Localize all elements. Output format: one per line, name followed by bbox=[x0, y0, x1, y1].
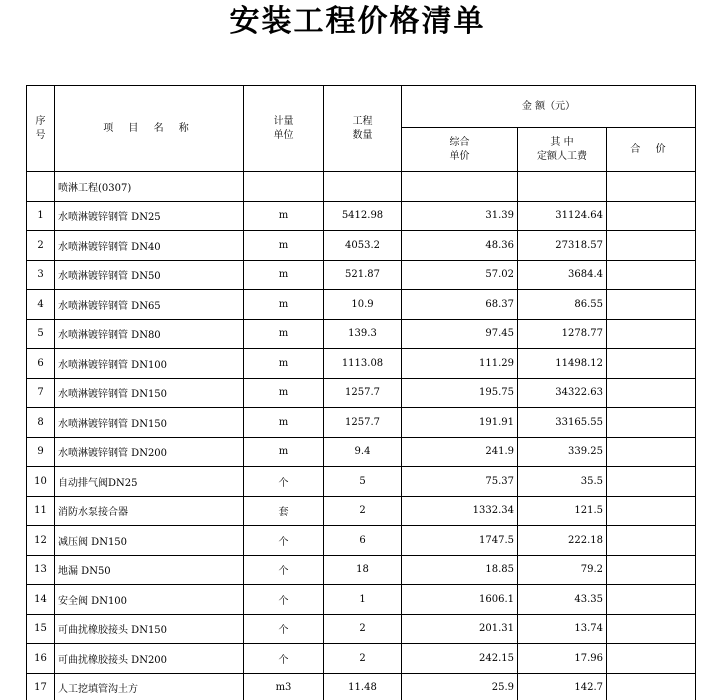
header-labor-label: 定额人工费 bbox=[537, 150, 587, 162]
row-unit: m bbox=[244, 349, 324, 379]
row-qty: 139.3 bbox=[324, 319, 402, 349]
row-labor: 1278.77 bbox=[518, 319, 607, 349]
row-total bbox=[607, 526, 696, 556]
row-total bbox=[607, 408, 696, 438]
row-seq: 3 bbox=[27, 260, 55, 290]
row-name: 水喷淋镀锌钢管 DN65 bbox=[55, 290, 244, 320]
row-total bbox=[607, 614, 696, 644]
header-total: 合 价 bbox=[607, 128, 696, 172]
header-of-which bbox=[518, 128, 607, 172]
row-unit: m bbox=[244, 290, 324, 320]
row-qty: 5412.98 bbox=[324, 201, 402, 231]
row-name: 水喷淋镀锌钢管 DN150 bbox=[55, 378, 244, 408]
page-title: 安装工程价格清单 bbox=[229, 4, 486, 39]
row-seq: 1 bbox=[27, 201, 55, 231]
row-labor: 13.74 bbox=[518, 614, 607, 644]
row-unit-price: 191.91 bbox=[402, 408, 518, 438]
section-name: 喷淋工程(0307) bbox=[55, 172, 244, 202]
row-labor: 86.55 bbox=[518, 290, 607, 320]
section-qty bbox=[324, 172, 402, 202]
row-name: 水喷淋镀锌钢管 DN100 bbox=[55, 349, 244, 379]
row-name: 消防水泵接合器 bbox=[55, 496, 244, 526]
row-qty: 1257.7 bbox=[324, 378, 402, 408]
row-labor: 142.7 bbox=[518, 673, 607, 700]
row-name: 自动排气阀DN25 bbox=[55, 467, 244, 497]
row-total bbox=[607, 644, 696, 674]
row-unit: 个 bbox=[244, 526, 324, 556]
row-total bbox=[607, 349, 696, 379]
row-labor: 222.18 bbox=[518, 526, 607, 556]
row-seq: 17 bbox=[27, 673, 55, 700]
row-unit-price: 195.75 bbox=[402, 378, 518, 408]
row-seq: 5 bbox=[27, 319, 55, 349]
price-table bbox=[26, 85, 696, 700]
row-labor: 79.2 bbox=[518, 555, 607, 585]
header-of-which-label: 其 中 bbox=[550, 136, 574, 148]
row-unit: m bbox=[244, 408, 324, 438]
header-name: 项 目 名 称 bbox=[55, 86, 244, 172]
row-name: 地漏 DN50 bbox=[55, 555, 244, 585]
header-unit-price: 综合单价 bbox=[402, 128, 518, 172]
table-row bbox=[27, 496, 696, 526]
table-row bbox=[27, 378, 696, 408]
row-labor: 11498.12 bbox=[518, 349, 607, 379]
row-total bbox=[607, 437, 696, 467]
row-name: 安全阀 DN100 bbox=[55, 585, 244, 615]
row-seq: 4 bbox=[27, 290, 55, 320]
row-unit-price: 1606.1 bbox=[402, 585, 518, 615]
row-labor: 33165.55 bbox=[518, 408, 607, 438]
row-unit-price: 25.9 bbox=[402, 673, 518, 700]
row-unit-price: 241.9 bbox=[402, 437, 518, 467]
row-name: 水喷淋镀锌钢管 DN80 bbox=[55, 319, 244, 349]
row-unit: m bbox=[244, 378, 324, 408]
row-total bbox=[607, 260, 696, 290]
table-row bbox=[27, 467, 696, 497]
row-name: 水喷淋镀锌钢管 DN40 bbox=[55, 231, 244, 261]
row-seq: 16 bbox=[27, 644, 55, 674]
row-name: 减压阀 DN150 bbox=[55, 526, 244, 556]
row-unit: 个 bbox=[244, 467, 324, 497]
row-seq: 14 bbox=[27, 585, 55, 615]
row-labor: 3684.4 bbox=[518, 260, 607, 290]
table-row bbox=[27, 644, 696, 674]
row-total bbox=[607, 231, 696, 261]
row-name: 水喷淋镀锌钢管 DN200 bbox=[55, 437, 244, 467]
row-name: 水喷淋镀锌钢管 DN25 bbox=[55, 201, 244, 231]
row-labor: 34322.63 bbox=[518, 378, 607, 408]
row-name: 可曲扰橡胶接头 DN200 bbox=[55, 644, 244, 674]
table-header-row-1 bbox=[27, 86, 696, 128]
header-amount: 金 额（元） bbox=[402, 86, 696, 128]
row-unit: 个 bbox=[244, 644, 324, 674]
row-seq: 12 bbox=[27, 526, 55, 556]
table-row bbox=[27, 585, 696, 615]
row-name: 人工挖填管沟土方 bbox=[55, 673, 244, 700]
row-qty: 2 bbox=[324, 614, 402, 644]
row-total bbox=[607, 555, 696, 585]
row-unit: m bbox=[244, 437, 324, 467]
row-unit: 个 bbox=[244, 555, 324, 585]
row-seq: 7 bbox=[27, 378, 55, 408]
row-labor: 121.5 bbox=[518, 496, 607, 526]
table-row bbox=[27, 319, 696, 349]
row-qty: 10.9 bbox=[324, 290, 402, 320]
row-unit: m bbox=[244, 231, 324, 261]
row-name: 水喷淋镀锌钢管 DN50 bbox=[55, 260, 244, 290]
table-row bbox=[27, 437, 696, 467]
row-labor: 27318.57 bbox=[518, 231, 607, 261]
row-labor: 43.35 bbox=[518, 585, 607, 615]
row-labor: 17.96 bbox=[518, 644, 607, 674]
row-unit-price: 31.39 bbox=[402, 201, 518, 231]
row-total bbox=[607, 290, 696, 320]
row-unit-price: 18.85 bbox=[402, 555, 518, 585]
row-seq: 13 bbox=[27, 555, 55, 585]
row-unit: m bbox=[244, 201, 324, 231]
row-total bbox=[607, 673, 696, 700]
row-qty: 2 bbox=[324, 496, 402, 526]
row-name: 可曲扰橡胶接头 DN150 bbox=[55, 614, 244, 644]
row-qty: 2 bbox=[324, 644, 402, 674]
row-unit-price: 97.45 bbox=[402, 319, 518, 349]
row-qty: 9.4 bbox=[324, 437, 402, 467]
row-unit-price: 75.37 bbox=[402, 467, 518, 497]
section-seq bbox=[27, 172, 55, 202]
row-seq: 15 bbox=[27, 614, 55, 644]
row-seq: 2 bbox=[27, 231, 55, 261]
table-row bbox=[27, 408, 696, 438]
table-row bbox=[27, 526, 696, 556]
row-qty: 1 bbox=[324, 585, 402, 615]
row-unit: m3 bbox=[244, 673, 324, 700]
section-total bbox=[607, 172, 696, 202]
row-total bbox=[607, 496, 696, 526]
row-unit: 个 bbox=[244, 614, 324, 644]
row-labor: 31124.64 bbox=[518, 201, 607, 231]
row-unit-price: 48.36 bbox=[402, 231, 518, 261]
row-seq: 6 bbox=[27, 349, 55, 379]
section-labor bbox=[518, 172, 607, 202]
header-unit: 计量单位 bbox=[244, 86, 324, 172]
row-seq: 11 bbox=[27, 496, 55, 526]
row-seq: 10 bbox=[27, 467, 55, 497]
row-qty: 521.87 bbox=[324, 260, 402, 290]
section-row bbox=[27, 172, 696, 202]
row-qty: 1113.08 bbox=[324, 349, 402, 379]
section-price bbox=[402, 172, 518, 202]
header-seq: 序号 bbox=[27, 86, 55, 172]
row-unit: 个 bbox=[244, 585, 324, 615]
row-seq: 9 bbox=[27, 437, 55, 467]
row-labor: 35.5 bbox=[518, 467, 607, 497]
row-total bbox=[607, 319, 696, 349]
row-unit-price: 201.31 bbox=[402, 614, 518, 644]
row-labor: 339.25 bbox=[518, 437, 607, 467]
table-row bbox=[27, 614, 696, 644]
table-row bbox=[27, 201, 696, 231]
row-qty: 5 bbox=[324, 467, 402, 497]
table-row bbox=[27, 555, 696, 585]
row-unit-price: 1747.5 bbox=[402, 526, 518, 556]
row-unit-price: 111.29 bbox=[402, 349, 518, 379]
row-unit-price: 1332.34 bbox=[402, 496, 518, 526]
row-unit-price: 242.15 bbox=[402, 644, 518, 674]
row-total bbox=[607, 467, 696, 497]
row-unit-price: 68.37 bbox=[402, 290, 518, 320]
row-total bbox=[607, 585, 696, 615]
row-qty: 11.48 bbox=[324, 673, 402, 700]
row-total bbox=[607, 378, 696, 408]
row-seq: 8 bbox=[27, 408, 55, 438]
row-qty: 18 bbox=[324, 555, 402, 585]
header-qty: 工程数量 bbox=[324, 86, 402, 172]
row-unit: m bbox=[244, 260, 324, 290]
table-row bbox=[27, 349, 696, 379]
row-qty: 1257.7 bbox=[324, 408, 402, 438]
row-total bbox=[607, 201, 696, 231]
table-row bbox=[27, 673, 696, 700]
table-row bbox=[27, 260, 696, 290]
row-qty: 6 bbox=[324, 526, 402, 556]
section-unit bbox=[244, 172, 324, 202]
row-qty: 4053.2 bbox=[324, 231, 402, 261]
row-unit: m bbox=[244, 319, 324, 349]
table-row bbox=[27, 231, 696, 261]
row-unit: 套 bbox=[244, 496, 324, 526]
row-unit-price: 57.02 bbox=[402, 260, 518, 290]
row-name: 水喷淋镀锌钢管 DN150 bbox=[55, 408, 244, 438]
table-row bbox=[27, 290, 696, 320]
